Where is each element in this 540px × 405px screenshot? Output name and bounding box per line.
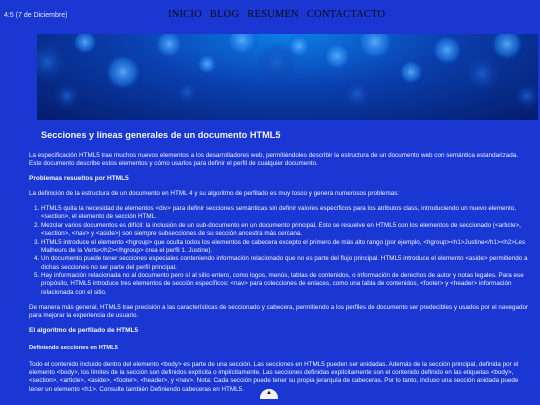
- up-arrow-icon: ▲: [266, 390, 272, 396]
- nav-contacto[interactable]: CONTACTACTO: [306, 9, 386, 20]
- summary-paragraph: De manera más general, HTML5 trae precisión a las características de seccionado y cabecera, permitiendo a los perfiles de documento ser predecibles y usados por el navegador para mejorar la experiencia de usuario.: [29, 303, 529, 319]
- article-content: [29, 120, 530, 400]
- algorithm-heading: El algoritmo de perfilado de HTML5: [29, 327, 139, 335]
- bokeh-lights: [37, 34, 538, 120]
- nav-resumen[interactable]: RESUMEN: [247, 9, 299, 20]
- date-label: 4:5 (7 de Diciembre): [4, 12, 68, 19]
- main-nav: [168, 9, 385, 20]
- nav-inicio[interactable]: INICIO: [168, 9, 202, 20]
- list-item: 4. Un documento puede tener secciones especiales conteniendo información relacionado que no es parte del flujo principal. HTML5 introduce el elemento <aside> permitiendo a dichas secciones no ser parte del perfil principal.: [41, 255, 530, 271]
- list-item: 5. Hay información relacionada no al documento pero sí al sitio entero, como logos, menús, tablas de contenidos, o información de derechos de autor y notas legales. Para ese propósito, HTML5 introduce tres elementos de sección específicos: <nav> para colecciones de enlaces, como una tabla de contenidos, <footer> y <header> información relacionada con el sitio.: [41, 272, 530, 297]
- list-item: 3. HTML5 introduce el elemento <hgroup> que oculta todos los elementos de cabecera excepto el primero de más alto rango (por ejemplo, <hgroup><h1>Justine</h1><h2>Les Malheurs de la Vertu</h2></hgroup> crea el perfil 1. Justine).: [41, 239, 530, 255]
- nav-blog[interactable]: BLOG: [209, 9, 240, 20]
- problems-heading: Problemas resueltos por HTML5: [29, 175, 129, 183]
- list-item: 1. HTML5 quita la necesidad de elementos <div> para definir secciones semánticas sin definir valores específicos para los atributos class, introduciendo un nuevo elemento, <section>, el elemento de sección HTML.: [41, 205, 530, 221]
- problems-intro: La definición de la estructura de un documento en HTML 4 y su algoritmo de perfilado es muy tosco y genera numerosos problemas:: [29, 189, 400, 197]
- defining-paragraph: Todo el contenido incluido dentro del elemento <body> es parte de una sección. Las secciones en HTML5 pueden ser anidadas. Además de la sección principal, definida por el elemento <body>, los límites de la sección son definidos explícita o implícitamente. Las secciones definidas explícitamente son el contenido definido en las etiquetas <body>, <section>, <article>, <aside>, <footer>, <header>, y <nav>. Nota: Cada sección puede tener su propia jerarquía de cabeceras. Por lo tanto, incluso una sección anidada puede tener un elemento <h1>. Consulte también Definiendo cabeceras en HTML5.: [29, 361, 519, 393]
- top-bar: [0, 0, 540, 30]
- defining-heading: Definiendo secciones en HTML5: [29, 344, 118, 351]
- problems-list: [41, 205, 530, 297]
- header-banner-image: [37, 34, 538, 120]
- intro-paragraph: La especificación HTML5 trae muchos nuevos elementos a los desarrolladores web, permitiéndoles describir la estructura de un documento web con semántica estandarizada. Este documento describe estos elementos y cómo usarlos para definir el perfil de cualquier documento.: [29, 151, 518, 168]
- article-title: Secciones y líneas generales de un documento HTML5: [41, 130, 281, 140]
- list-item: 2. Mezclar varios documentos es difícil: la inclusión de un sub-documento en un documento principal. Esto se resuelve en HTML5 con los elementos de seccionado (<article>, <section>, <nav> y <aside>) son siempre subsecciones de su sección ancestra más cercana.: [41, 222, 530, 238]
